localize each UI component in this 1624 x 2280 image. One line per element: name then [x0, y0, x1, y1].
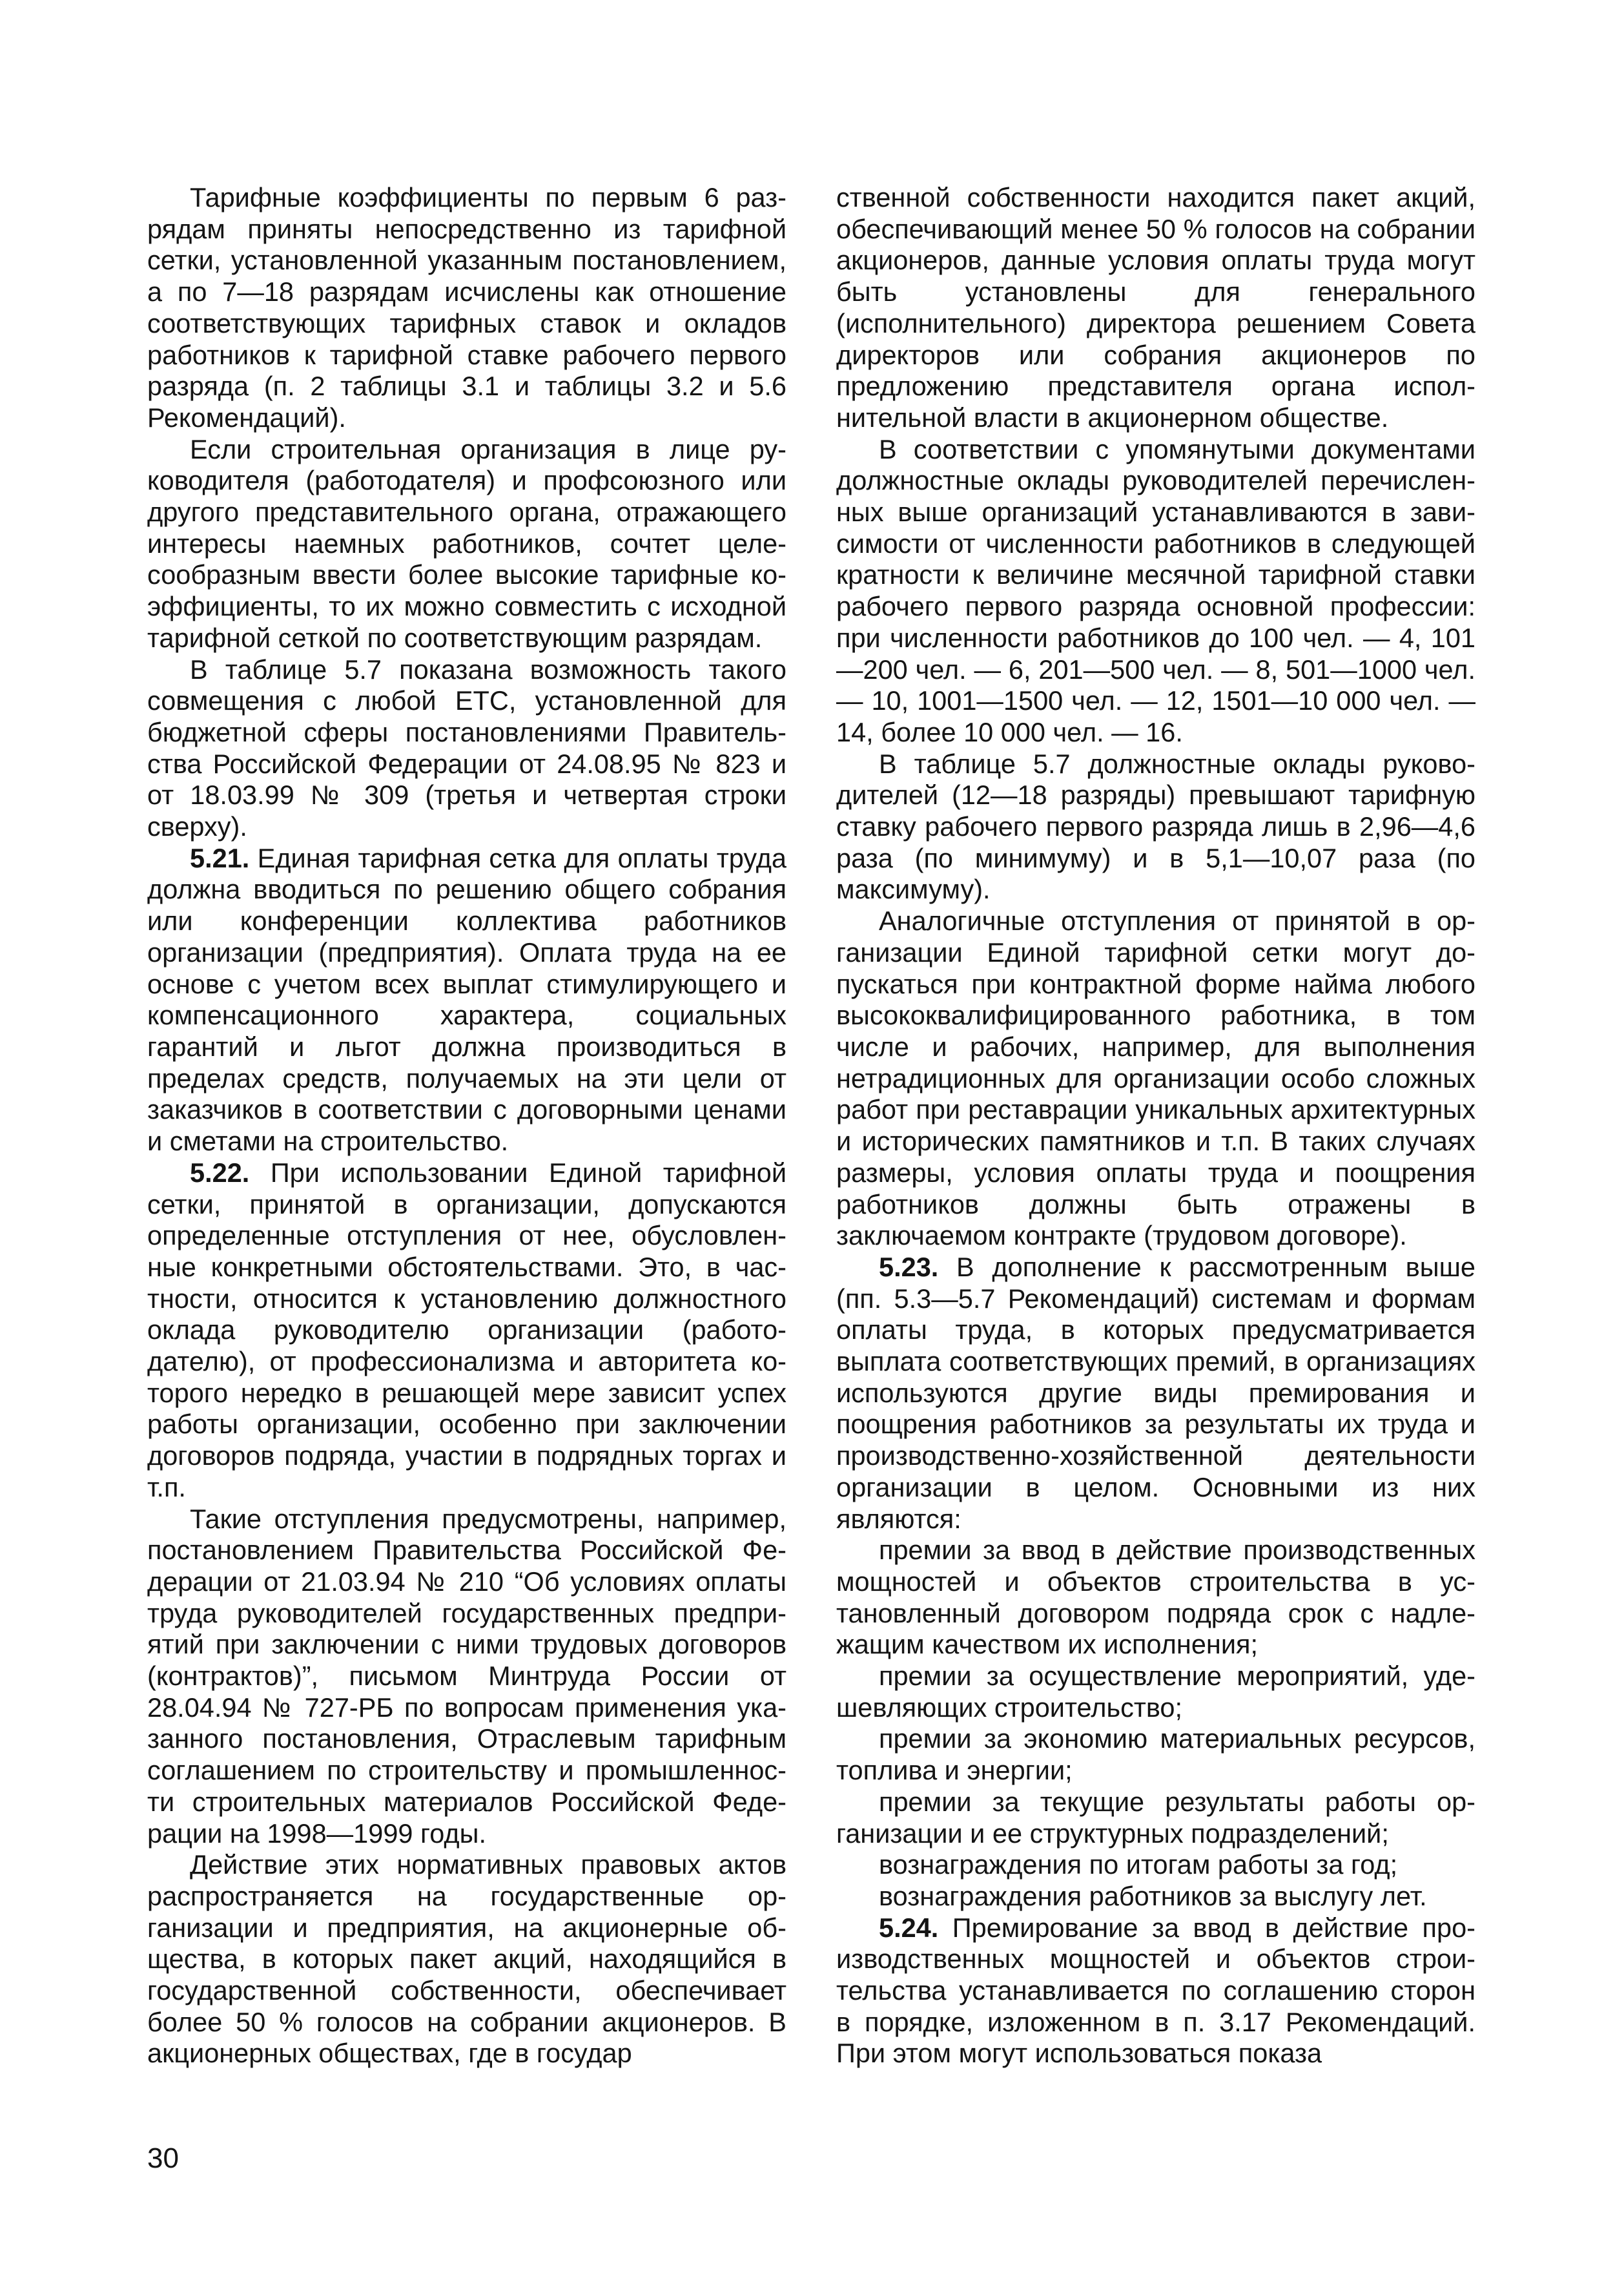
section-5-23: 5.23. В дополнение к рассмотренным выше (пп. 5.3—5.7 Рекомендаций) системам и формам оплаты труда, в которых предусматривается выплата соответствующих премий, в организациях используются другие виды премирования и поощрения работников за результаты их труда и производственно-хозяйственной деятельности организации в целом. Основными из них являются: [836, 1251, 1475, 1534]
list-item: вознаграждения работников за выслугу лет. [879, 1880, 1427, 1911]
section-number: 5.21. [190, 842, 250, 873]
paragraph: Такие отступления предусмотрены, например, постановлением Правительства Российской Федерации от 21.03.94 № 210 “Об условиях оплаты труда руководителей государственных предприятий при заключении с ними трудовых договоров (контрактов)”, письмом Минтруда России от 28.04.94 № 727-РБ по вопросам применения указанного постановления, Отраслевым тарифным соглашением по строительству и промышленности строительных материалов Российской Федерации на 1998—1999 годы. [147, 1503, 786, 1849]
list-item: премии за осуществление мероприятий, удешевляющих строительство; [836, 1661, 1475, 1723]
paragraph: Тарифные коэффициенты по первым 6 разрядам приняты непосредственно из тарифной сетки, установленной указанным постановлением, а по 7—18 разрядам исчислены как отношение соответствующих тарифных ставок и окладов работников к тарифной ставке рабочего первого разряда (п. 2 таблицы 3.1 и таблицы 3.2 и 5.6 Рекомендаций). [147, 182, 786, 433]
left-column [147, 182, 786, 2069]
section-5-21: 5.21. Единая тарифная сетка для оплаты труда должна вводиться по решению общего собрания или конференции коллектива работников организации (предприятия). Оплата труда на ее основе с учетом всех выплат стимулирующего и компенсационного характера, социальных гарантий и льгот должна производиться в пределах средств, получаемых на эти цели от заказчиков в соответствии с договорными ценами и сметами на строительство. [147, 842, 786, 1157]
page-number: 30 [147, 2142, 179, 2174]
list-item: премии за ввод в действие производственных мощностей и объектов строительства в установленный договором подряда срок с надлежащим качеством их исполнения; [836, 1535, 1475, 1660]
list-item: премии за экономию материальных ресурсов, топлива и энергии; [836, 1723, 1475, 1786]
section-number: 5.22. [190, 1157, 250, 1188]
list-item: вознаграждения по итогам работы за год; [879, 1849, 1398, 1880]
section-5-22: 5.22. При использовании Единой тарифной сетки, принятой в организации, допускаются определенные отступления от нее, обусловленные конкретными обстоятельствами. Это, в частности, относится к установлению должностного оклада руководителю организации (работодателю), от профессионализма и авторитета которого нередко в решающей мере зависит успех работы организации, особенно при заключении договоров подряда, участии в подрядных торгах и т.п. [147, 1157, 786, 1502]
list-item: премии за текущие результаты работы организации и ее структурных подразделений; [836, 1786, 1475, 1849]
paragraph: Если строительная организация в лице руководителя (работодателя) и профсоюзного или другого представительного органа, отражающего интересы наемных работников, сочтет целесообразным ввести более высокие тарифные коэффициенты, то их можно совместить с исходной тарифной сеткой по соответствующим разрядам. [147, 433, 786, 653]
section-number: 5.23. [879, 1251, 939, 1282]
paragraph: В таблице 5.7 показана возможность такого совмещения с любой ЕТС, установленной для бюджетной сферы постановлениями Правительства Российской Федерации от 24.08.95 № 823 и от 18.03.99 № 309 (третья и четвертая строки сверху). [147, 654, 786, 842]
paragraph: Действие этих нормативных правовых актов распространяется на государственные организации и предприятия, на акционерные общества, в которых пакет акций, находящийся в государственной собственности, обеспечивает более 50 % голосов на собрании акционеров. В акционерных обществах, где в государ [147, 1849, 786, 2069]
paragraph: В соответствии с упомянутыми документами должностные оклады руководителей перечисленных выше организаций устанавливаются в зависимости от численности работников в следующей кратности к величине месячной тарифной ставки рабочего первого разряда основной профессии: при численности работников до 100 чел. — 4, 101—200 чел. — 6, 201—500 чел. — 8, 501—1000 чел. — 10, 1001—1500 чел. — 12, 1501—10 000 чел. — 14, более 10 000 чел. — 16. [836, 433, 1475, 747]
paragraph: Аналогичные отступления от принятой в организации Единой тарифной сетки могут допускаться при контрактной форме найма любого высококвалифицированного работника, в том числе и рабочих, например, для выполнения нетрадиционных для организации особо сложных работ при реставрации уникальных архитектурных и исторических памятников и т.п. В таких случаях размеры, условия оплаты труда и поощрения работников должны быть отражены в заключаемом контракте (трудовом договоре). [836, 906, 1475, 1251]
section-5-24: 5.24. Премирование за ввод в действие производственных мощностей и объектов строительства устанавливается по соглашению сторон в порядке, изложенном в п. 3.17 Рекомендаций. При этом могут использоваться показа [836, 1912, 1475, 2069]
paragraph-continued: ственной собственности находится пакет акций, обеспечивающий менее 50 % голосов на собрании акционеров, данные условия оплаты труда могут быть установлены для генерального (исполнительного) директора решением Совета директоров или собрания акционеров по предложению представителя органа исполнительной власти в акционерном обществе. [836, 182, 1475, 433]
right-column [836, 182, 1475, 2069]
paragraph: В таблице 5.7 должностные оклады руководителей (12—18 разряды) превышают тарифную ставку рабочего первого разряда лишь в 2,96—4,6 раза (по минимуму) и в 5,1—10,07 раза (по максимуму). [836, 748, 1475, 905]
section-number: 5.24. [879, 1912, 939, 1943]
